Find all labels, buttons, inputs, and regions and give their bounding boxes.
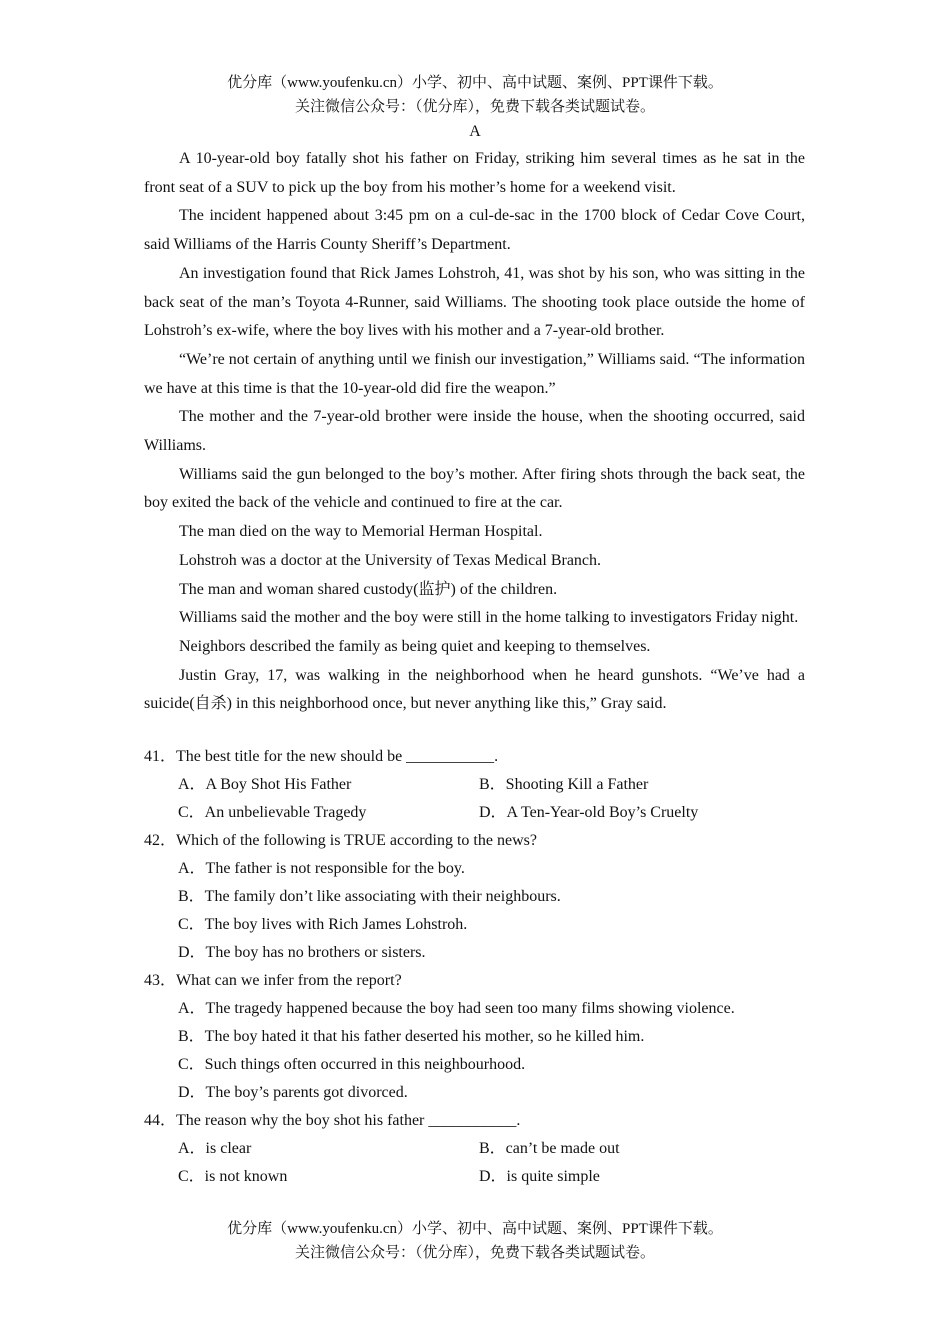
- option-a: A．The tragedy happened because the boy had seen too many films showing violence.: [178, 1000, 735, 1017]
- option-b: B．The family don’t like associating with their neighbours.: [178, 888, 561, 905]
- page-header: [0, 71, 950, 119]
- option-b: B．can’t be made out: [479, 1140, 620, 1157]
- section-title: A: [469, 123, 481, 140]
- option-a: A．A Boy Shot His Father: [178, 776, 352, 793]
- paragraph: The mother and the 7-year-old brother were inside the house, when the shooting occurred, said Williams.: [144, 408, 805, 455]
- paragraph: The incident happened about 3:45 pm on a cul-de-sac in the 1700 block of Cedar Cove Court, said Williams of the Harris County Sheriff’s Department.: [144, 207, 805, 254]
- option-d: D．is quite simple: [479, 1168, 600, 1185]
- question-41: [144, 743, 805, 827]
- question-stem: 43．What can we infer from the report?: [144, 972, 402, 989]
- header-line-2: 关注微信公众号：（优分库），免费下载各类试题试卷。: [294, 99, 655, 115]
- option-c: C．is not known: [178, 1168, 288, 1185]
- paragraph: Neighbors described the family as being quiet and keeping to themselves.: [179, 637, 651, 655]
- question-stem: 41．The best title for the new should be ___________.: [144, 748, 499, 765]
- question-list: [144, 743, 805, 1191]
- paragraph: An investigation found that Rick James Lohstroh, 41, was shot by his son, who was sitting in the back seat of the man’s Toyota 4-Runner, said Williams. The shooting took place outside the home of Lohstroh’s ex-wife, where the boy lives with his mother and a 7-year-old brother.: [144, 264, 805, 340]
- paragraph: Lohstroh was a doctor at the University of Texas Medical Branch.: [179, 551, 602, 569]
- option-a: A．is clear: [178, 1140, 252, 1157]
- option-d: D．The boy’s parents got divorced.: [178, 1084, 408, 1101]
- page-footer: [0, 1217, 950, 1265]
- option-d: D．A Ten-Year-old Boy’s Cruelty: [479, 804, 699, 821]
- paragraph: Justin Gray, 17, was walking in the neighborhood when he heard gunshots. “We’ve had a suicide(自杀) in this neighborhood once, but never anything like this,” Gray said.: [144, 666, 805, 713]
- footer-line-2: 关注微信公众号：（优分库），免费下载各类试题试卷。: [294, 1245, 655, 1261]
- option-a: A．The father is not responsible for the boy.: [178, 860, 465, 877]
- question-44: [144, 1107, 805, 1191]
- question-stem: 42．Which of the following is TRUE according to the news?: [144, 832, 537, 849]
- option-c: C．Such things often occurred in this neighbourhood.: [178, 1056, 526, 1073]
- paragraph: The man and woman shared custody(监护) of the children.: [179, 580, 558, 598]
- paragraph: A 10-year-old boy fatally shot his father on Friday, striking him several times as he sat in the front seat of a SUV to pick up the boy from his mother’s home for a weekend visit.: [144, 150, 805, 196]
- option-c: C．An unbelievable Tragedy: [178, 804, 367, 821]
- option-b: B．Shooting Kill a Father: [479, 776, 649, 793]
- option-b: B．The boy hated it that his father deserted his mother, so he killed him.: [178, 1028, 645, 1045]
- header-line-1: 优分库（www.youfenku.cn）小学、初中、高中试题、案例、PPT课件下载。: [227, 75, 723, 91]
- question-43: [144, 967, 805, 1107]
- question-stem: 44．The reason why the boy shot his father ___________.: [144, 1112, 521, 1129]
- footer-line-1: 优分库（www.youfenku.cn）小学、初中、高中试题、案例、PPT课件下载。: [227, 1221, 723, 1237]
- article-body: [144, 145, 805, 719]
- paragraph: “We’re not certain of anything until we finish our investigation,” Williams said. “The information we have at this time is that the 10-year-old did fire the weapon.”: [144, 350, 805, 397]
- paragraph: Williams said the gun belonged to the boy’s mother. After firing shots through the back seat, the boy exited the back of the vehicle and continued to fire at the car.: [144, 465, 805, 512]
- option-c: C．The boy lives with Rich James Lohstroh.: [178, 916, 468, 933]
- option-d: D．The boy has no brothers or sisters.: [178, 944, 426, 961]
- paragraph: The man died on the way to Memorial Herman Hospital.: [179, 523, 543, 541]
- question-42: [144, 827, 805, 967]
- paragraph: Williams said the mother and the boy were still in the home talking to investigators Friday night.: [179, 609, 799, 627]
